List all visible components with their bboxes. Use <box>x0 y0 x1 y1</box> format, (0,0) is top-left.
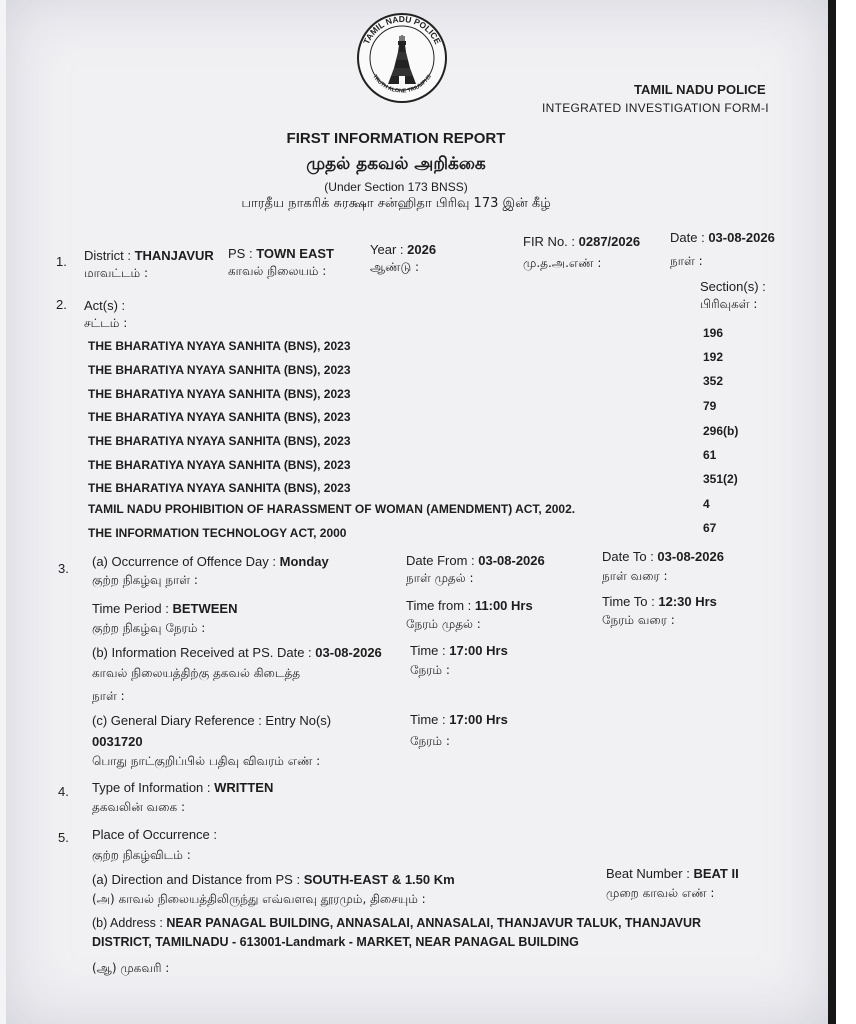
section-row-3: 352 <box>703 374 724 388</box>
act-row-2: THE BHARATIYA NYAYA SANHITA (BNS), 2023 <box>88 363 351 377</box>
gd-time-field <box>410 712 508 727</box>
gd-reference-label: (c) General Diary Reference : Entry No(s) <box>92 713 332 728</box>
form-name: INTEGRATED INVESTIGATION FORM-I <box>542 101 769 115</box>
date-label: Date : <box>670 230 705 245</box>
district-label-tamil: மாவட்டம் : <box>84 266 149 280</box>
place-label: Place of Occurrence : <box>92 827 217 842</box>
date-from-value: 03-08-2026 <box>478 553 545 568</box>
act-row-1: THE BHARATIYA NYAYA SANHITA (BNS), 2023 <box>88 339 351 353</box>
district-value: THANJAVUR <box>134 248 214 263</box>
address-label: (b) Address : <box>92 916 163 930</box>
sections-label-tamil: பிரிவுகள் : <box>700 297 758 311</box>
time-period-field <box>92 601 237 616</box>
direction-distance-value: SOUTH-EAST & 1.50 Km <box>303 872 455 887</box>
district-label: District : <box>84 248 131 263</box>
date-to-label-tamil: நாள் வரை : <box>602 569 668 583</box>
date-to-label: Date To : <box>602 549 654 564</box>
district-field <box>84 248 214 263</box>
section-row-5: 296(b) <box>703 424 739 438</box>
place-label-tamil: குற்ற நிகழ்விடம் : <box>92 848 191 862</box>
acts-label: Act(s) : <box>84 298 126 313</box>
section-row-7: 351(2) <box>703 472 738 486</box>
act-row-4: THE BHARATIYA NYAYA SANHITA (BNS), 2023 <box>88 410 351 424</box>
offence-day-label: (a) Occurrence of Offence Day : <box>92 554 276 569</box>
time-period-value: BETWEEN <box>172 601 238 616</box>
act-row-7: THE BHARATIYA NYAYA SANHITA (BNS), 2023 <box>88 481 351 495</box>
item-1-number: 1. <box>56 254 67 269</box>
date-field <box>670 230 775 245</box>
fir-number-label: FIR No. : <box>523 234 576 249</box>
offence-day-label-tamil: குற்ற நிகழ்வு நாள் : <box>92 573 198 587</box>
info-received-label-tamil: காவல் நிலையத்திற்கு தகவல் கிடைத்த <box>92 666 301 680</box>
beat-number-label: Beat Number : <box>606 866 690 881</box>
info-received-label: (b) Information Received at PS. Date : <box>92 645 312 660</box>
time-to-label: Time To : <box>602 594 655 609</box>
info-received-field <box>92 645 382 660</box>
fir-number-label-tamil: மு.த.அ.எண் : <box>523 256 602 270</box>
act-row-9: THE INFORMATION TECHNOLOGY ACT, 2000 <box>88 526 347 540</box>
year-label: Year : <box>370 242 404 257</box>
beat-number-value: BEAT II <box>693 866 739 881</box>
fir-number-value: 0287/2026 <box>578 234 641 249</box>
section-row-2: 192 <box>703 350 724 364</box>
received-time-label: Time : <box>410 643 446 658</box>
gd-time-label: Time : <box>410 712 446 727</box>
under-section: (Under Section 173 BNSS) <box>324 180 468 194</box>
act-row-8: TAMIL NADU PROHIBITION OF HARASSMENT OF WOMAN (AMENDMENT) ACT, 2002. <box>88 502 576 516</box>
fir-document <box>6 0 828 1024</box>
time-from-field <box>406 598 533 613</box>
sections-label: Section(s) : <box>700 279 766 294</box>
direction-distance-field <box>92 872 455 887</box>
time-from-label-tamil: நேரம் முதல் : <box>406 617 481 631</box>
year-field <box>370 242 436 257</box>
section-row-6: 61 <box>703 448 717 462</box>
time-to-value: 12:30 Hrs <box>658 594 717 609</box>
info-received-value: 03-08-2026 <box>315 645 382 660</box>
date-value: 03-08-2026 <box>708 230 775 245</box>
page-edge-right <box>828 0 856 1024</box>
direction-distance-label-tamil: (அ) காவல் நிலையத்திலிருந்து எவ்வளவு தூரமும், திசையும் : <box>92 892 426 906</box>
gd-reference-label-tamil: பொது நாட்குறிப்பில் பதிவு விவரம் எண் : <box>92 754 321 768</box>
received-time-field <box>410 643 508 658</box>
address-label-tamil: (ஆ) முகவரி : <box>92 961 170 975</box>
item-3-number: 3. <box>58 561 69 576</box>
time-period-label-tamil: குற்ற நிகழ்வு நேரம் : <box>92 621 206 635</box>
time-to-field <box>602 594 717 609</box>
time-from-label: Time from : <box>406 598 472 613</box>
fir-number-field <box>523 234 640 249</box>
acts-label-tamil: சட்டம் : <box>84 316 128 330</box>
ps-label: PS : <box>228 246 253 261</box>
address-line-2: DISTRICT, TAMILNADU - 613001-Landmark - MARKET, NEAR PANAGAL BUILDING <box>92 935 579 949</box>
beat-number-label-tamil: முறை காவல் எண் : <box>606 886 715 900</box>
page-title-tamil: முதல் தகவல் அறிக்கை <box>306 154 486 174</box>
gd-time-value: 17:00 Hrs <box>449 712 508 727</box>
info-received-label-tamil-2: நாள் : <box>92 689 125 703</box>
date-from-label-tamil: நாள் முதல் : <box>406 571 474 585</box>
offence-day-value: Monday <box>279 554 329 569</box>
time-period-label: Time Period : <box>92 601 169 616</box>
under-section-tamil: பாரதீய நாகரிக் சுரக்ஷா சன்ஹிதா பிரிவு 173 இன் கீழ் <box>241 196 551 211</box>
date-label-tamil: நாள் : <box>670 254 703 268</box>
act-row-3: THE BHARATIYA NYAYA SANHITA (BNS), 2023 <box>88 387 351 401</box>
address-line-1: NEAR PANAGAL BUILDING, ANNASALAI, ANNASALAI, THANJAVUR TALUK, THANJAVUR <box>166 916 702 930</box>
item-5-number: 5. <box>58 830 69 845</box>
page-title: FIRST INFORMATION REPORT <box>286 130 506 147</box>
section-row-1: 196 <box>703 326 724 340</box>
ps-label-tamil: காவல் நிலையம் : <box>228 264 327 278</box>
received-time-value: 17:00 Hrs <box>449 643 508 658</box>
act-row-6: THE BHARATIYA NYAYA SANHITA (BNS), 2023 <box>88 458 351 472</box>
gd-reference-value: 0031720 <box>92 734 143 749</box>
svg-text:TAMIL NADU POLICE: TAMIL NADU POLICE <box>361 13 443 46</box>
info-type-field <box>92 780 273 795</box>
year-value: 2026 <box>407 242 437 257</box>
time-to-label-tamil: நேரம் வரை : <box>602 613 675 627</box>
act-row-5: THE BHARATIYA NYAYA SANHITA (BNS), 2023 <box>88 434 351 448</box>
item-2-number: 2. <box>56 297 67 312</box>
date-to-field <box>602 549 724 564</box>
address-field <box>92 916 701 931</box>
received-time-label-tamil: நேரம் : <box>410 663 450 677</box>
section-row-4: 79 <box>703 399 717 413</box>
date-to-value: 03-08-2026 <box>657 549 724 564</box>
section-row-8: 4 <box>703 497 710 511</box>
date-from-field <box>406 553 545 568</box>
ps-field <box>228 246 334 261</box>
direction-distance-label: (a) Direction and Distance from PS : <box>92 872 301 887</box>
ps-value: TOWN EAST <box>256 246 334 261</box>
gd-time-label-tamil: நேரம் : <box>410 734 450 748</box>
info-type-label-tamil: தகவலின் வகை : <box>92 800 186 814</box>
year-label-tamil: ஆண்டு : <box>370 260 420 274</box>
date-from-label: Date From : <box>406 553 475 568</box>
time-from-value: 11:00 Hrs <box>474 598 533 613</box>
section-row-9: 67 <box>703 521 717 535</box>
tamil-nadu-police-seal-icon <box>352 12 452 104</box>
offence-day-field <box>92 554 329 569</box>
beat-number-field <box>606 866 739 881</box>
info-type-label: Type of Information : <box>92 780 211 795</box>
item-4-number: 4. <box>58 784 69 799</box>
org-name: TAMIL NADU POLICE <box>634 82 766 97</box>
svg-text:TRUTH ALONE TRIUMPHS: TRUTH ALONE TRIUMPHS <box>371 73 433 95</box>
info-type-value: WRITTEN <box>214 780 274 795</box>
